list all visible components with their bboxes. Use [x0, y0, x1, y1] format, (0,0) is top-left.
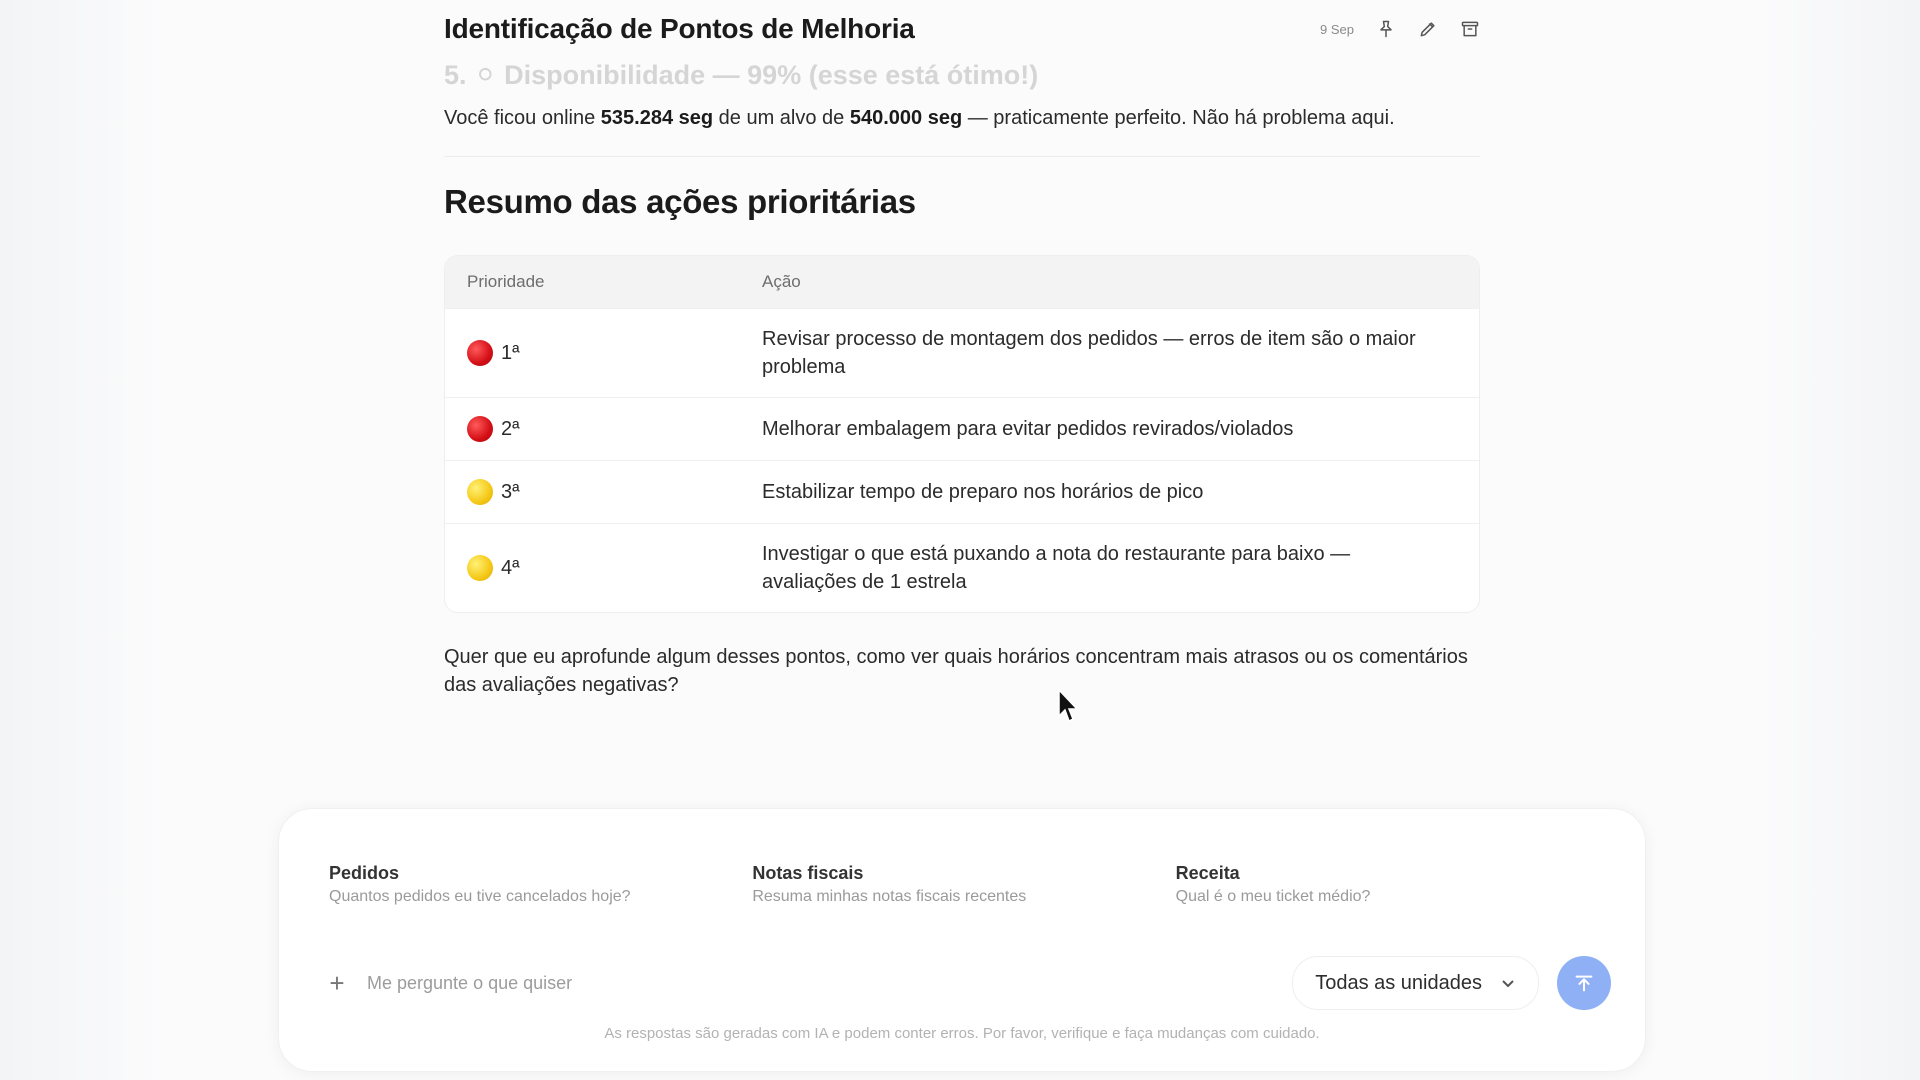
yellow-circle-icon	[467, 555, 493, 581]
table-row	[445, 461, 1479, 524]
action-cell: Revisar processo de montagem dos pedidos — erros de item são o maior problema	[762, 309, 1479, 398]
priority-cell	[445, 524, 762, 613]
mouse-cursor-icon	[1057, 688, 1079, 724]
action-cell: Investigar o que está puxando a nota do restaurante para baixo — avaliações de 1 estrela	[762, 524, 1479, 613]
suggestion-title: Receita	[1175, 863, 1240, 883]
chat-composer	[278, 808, 1646, 1072]
suggestion-subtitle: Qual é o meu ticket médio?	[1175, 888, 1371, 905]
archive-icon[interactable]	[1460, 19, 1480, 39]
availability-text-before: Você ficou online	[444, 107, 601, 129]
table-row	[445, 524, 1479, 613]
section-divider	[444, 156, 1480, 157]
priority-label: 2ª	[501, 418, 520, 440]
availability-online-value: 535.284 seg	[600, 107, 714, 129]
closing-question: Quer que eu aprofunde algum desses pontos, como ver quais horários concentram mais atrasos ou os comentários das avaliações negativas?	[444, 646, 1468, 696]
composer-input-row	[323, 955, 1611, 1011]
summary-title: Resumo das ações prioritárias	[444, 183, 916, 220]
suggestion-subtitle: Quantos pedidos eu tive cancelados hoje?	[329, 888, 631, 905]
header-priority: Prioridade	[445, 256, 762, 309]
faded-section-heading: 5. ⚪ Disponibilidade — 99% (esse está ótimo!)	[444, 60, 1039, 90]
header-actions	[1320, 19, 1480, 39]
prompt-input[interactable]	[365, 972, 1292, 995]
send-icon	[1573, 972, 1595, 994]
conversation-date: 9 Sep	[1320, 21, 1354, 37]
suggestion-pedidos[interactable]	[329, 861, 752, 909]
priority-label: 3ª	[501, 481, 520, 503]
action-cell: Melhorar embalagem para evitar pedidos revirados/violados	[762, 398, 1479, 461]
suggestion-title: Notas fiscais	[752, 863, 864, 883]
table-header-row	[445, 256, 1479, 309]
send-button[interactable]	[1557, 956, 1611, 1010]
suggestion-list	[329, 861, 1599, 909]
plus-icon[interactable]: +	[329, 967, 345, 998]
table-row	[445, 398, 1479, 461]
availability-target-value: 540.000 seg	[849, 107, 963, 129]
priority-label: 4ª	[501, 557, 520, 579]
message-content	[444, 58, 1480, 699]
action-cell: Estabilizar tempo de preparo nos horários de pico	[762, 461, 1479, 524]
table-row	[445, 309, 1479, 398]
ai-disclaimer: As respostas são geradas com IA e podem conter erros. Por favor, verifique e faça mudanças com cuidado.	[604, 1025, 1320, 1042]
chevron-down-icon	[1500, 975, 1516, 991]
red-circle-icon	[467, 416, 493, 442]
priority-cell	[445, 461, 762, 524]
availability-paragraph	[444, 104, 1480, 132]
priority-table	[445, 256, 1479, 612]
priority-label: 1ª	[501, 342, 520, 364]
availability-text-middle: de um alvo de	[713, 107, 850, 129]
header-action: Ação	[762, 256, 1479, 309]
priority-cell	[445, 398, 762, 461]
red-circle-icon	[467, 340, 493, 366]
conversation-header	[444, 0, 1480, 58]
conversation-title: Identificação de Pontos de Melhoria	[444, 13, 915, 44]
availability-text-after: — praticamente perfeito. Não há problema aqui.	[962, 107, 1395, 129]
suggestion-receita[interactable]	[1176, 861, 1599, 909]
suggestion-notas-fiscais[interactable]	[752, 861, 1175, 909]
unit-select-value: Todas as unidades	[1315, 971, 1482, 994]
yellow-circle-icon	[467, 479, 493, 505]
suggestion-subtitle: Resuma minhas notas fiscais recentes	[752, 888, 1027, 905]
suggestion-title: Pedidos	[329, 863, 400, 883]
pin-icon[interactable]	[1376, 19, 1396, 39]
priority-cell	[445, 309, 762, 398]
edit-icon[interactable]	[1418, 19, 1438, 39]
priority-table-container	[444, 255, 1480, 613]
unit-select[interactable]	[1292, 956, 1539, 1010]
